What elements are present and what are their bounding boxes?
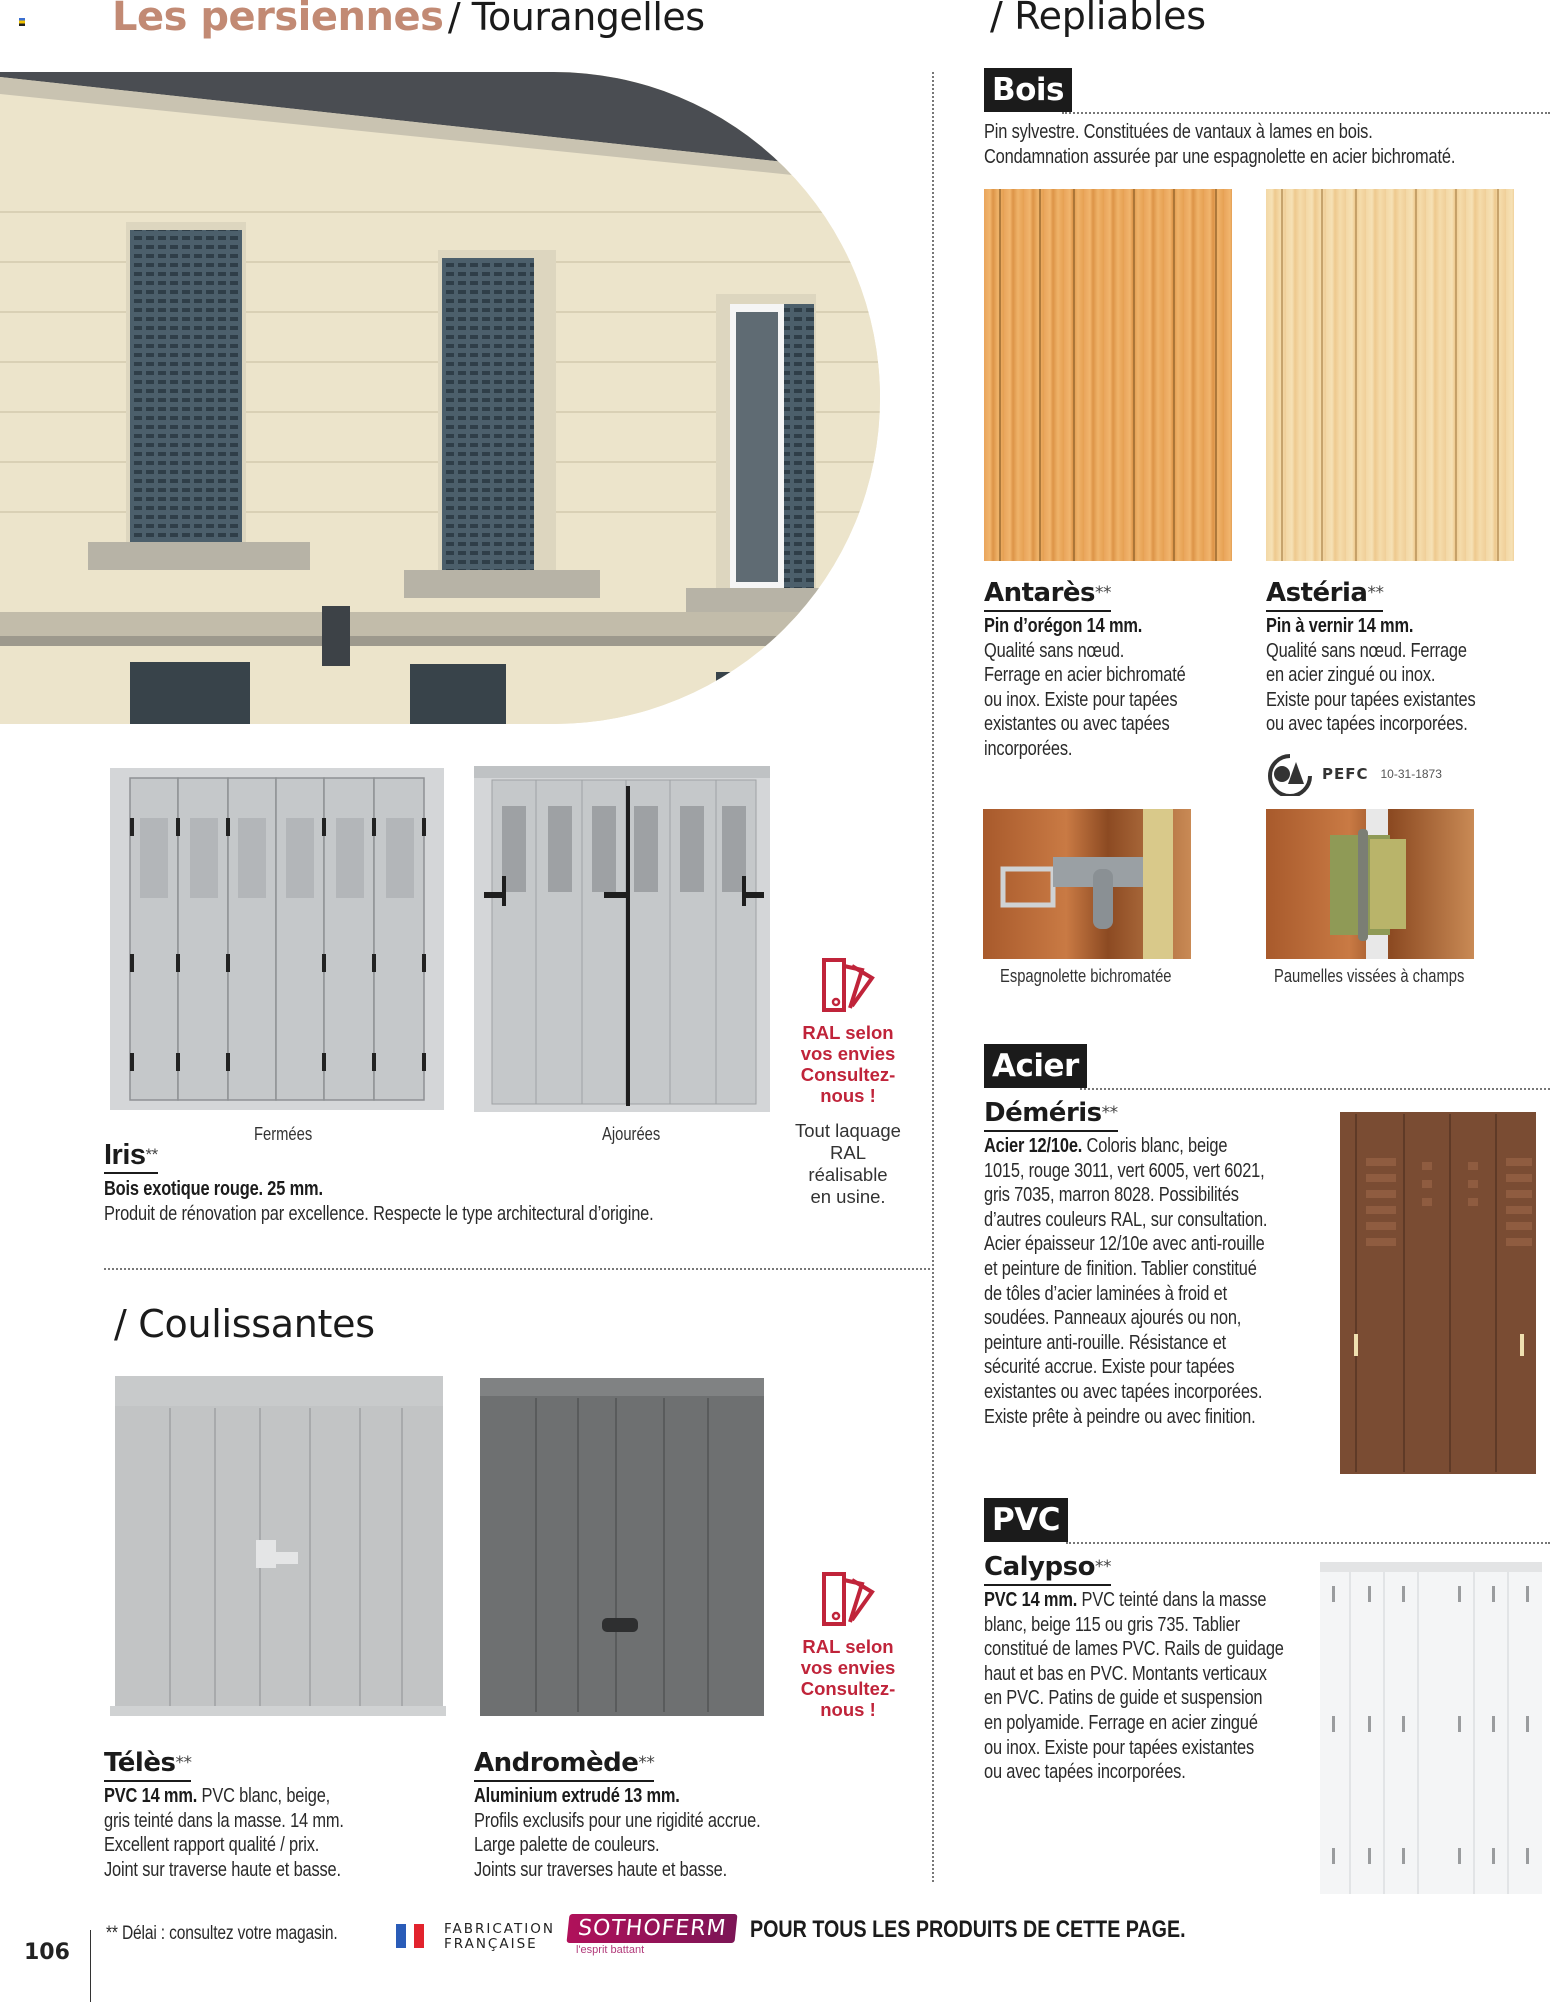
page-title-main: Les persiennes <box>112 0 444 40</box>
wood-shutter-illustration <box>984 189 1232 561</box>
product-demeris: Déméris** Acier 12/10e. Coloris blanc, beige 1015, rouge 3011, vert 6005, vert 6021, gris 7035, marron 8028. Possibilités d’autres couleurs RAL, sur consultation. Acier épaisseur 12/10e avec anti-rouille et peinture de finition. Tablier constitué de tôles d’acier laminées à froid et soudées. Panneaux ajourés ou non, peinture anti-rouille. Résistance et sécurité accrue. Existe pour tapées existantes ou avec tapées incorporées. Existe prête à peindre ou avec finition. <box>984 1098 1268 1428</box>
iris-open-image <box>474 766 770 1112</box>
sothoferm-logo: SOTHOFERM l'esprit battant <box>568 1914 736 1956</box>
category-divider <box>1062 112 1550 114</box>
wood-shutter-illustration <box>1266 189 1514 561</box>
product-name: Andromède** <box>474 1748 654 1782</box>
sliding-shutter-dark-illustration <box>478 1378 766 1722</box>
product-lead: Acier 12/10e. <box>984 1135 1083 1157</box>
antares-image <box>984 189 1232 561</box>
product-andromede: Andromède** Aluminium extrudé 13 mm. Profils exclusifs pour une rigidité accrue. Large palette de couleurs. Joints sur traverses haute et basse. <box>474 1748 761 1881</box>
color-fan-icon <box>818 1570 878 1630</box>
color-fan-icon <box>818 956 878 1016</box>
andromede-image <box>478 1378 766 1722</box>
product-name: Déméris** <box>984 1098 1118 1132</box>
pvc-folding-shutter-illustration <box>1320 1562 1542 1894</box>
product-antares: Antarès** Pin d’orégon 14 mm. Qualité sans nœud. Ferrage en acier bichromaté ou inox. Existe pour tapées existantes ou avec tapées incorporées. <box>984 578 1186 760</box>
facade-illustration <box>0 72 880 724</box>
product-lead: Pin à vernir 14 mm. <box>1266 615 1414 637</box>
sliding-shutter-light-illustration <box>110 1376 446 1720</box>
paumelles-image <box>1266 809 1474 959</box>
category-tag-acier: Acier <box>984 1044 1087 1088</box>
page-title <box>112 0 705 40</box>
iris-caption-closed: Fermées <box>254 1124 313 1144</box>
product-lead: PVC 14 mm. <box>104 1785 198 1807</box>
teles-image <box>110 1376 446 1720</box>
product-lead: Pin d’orégon 14 mm. <box>984 615 1143 637</box>
product-lead: Aluminium extrudé 13 mm. <box>474 1785 680 1807</box>
page-number: 106 <box>24 1940 70 1965</box>
demeris-image <box>1322 1108 1542 1478</box>
ral-callout-1: RAL selon vos envies Consultez- nous ! Tout laquage RAL réalisable en usine. <box>790 956 906 1208</box>
iris-closed-image <box>110 768 444 1110</box>
category-tag-pvc: PVC <box>984 1498 1068 1542</box>
product-iris <box>104 1140 744 1226</box>
page-title-sub: / Tourangelles <box>447 0 705 39</box>
fabrication-francaise-label: FABRICATION FRANÇAISE <box>444 1921 555 1952</box>
product-name: Calypso** <box>984 1552 1111 1586</box>
footer-divider <box>90 1930 91 2002</box>
french-flag-icon <box>396 1924 424 1948</box>
steel-folding-shutter-illustration <box>1322 1108 1542 1478</box>
pefc-tree-icon <box>1264 752 1316 796</box>
column-divider <box>932 72 934 1882</box>
category-divider <box>1080 1088 1550 1090</box>
iris-caption-open: Ajourées <box>602 1124 661 1144</box>
asteria-image <box>1266 189 1514 561</box>
pefc-logo: PEFC 10-31-1873 <box>1264 752 1442 796</box>
latch-hardware-illustration <box>983 809 1191 959</box>
ral-callout-2: RAL selon vos envies Consultez- nous ! <box>790 1570 906 1720</box>
category-tag-bois: Bois <box>984 68 1072 112</box>
section-divider <box>104 1268 934 1270</box>
product-name: Télès** <box>104 1748 191 1782</box>
product-name: Iris** <box>104 1140 158 1174</box>
product-description: Produit de rénovation par excellence. Respecte le type architectural d’origine. <box>104 1202 654 1225</box>
product-name: Antarès** <box>984 578 1111 612</box>
product-name: Astéria** <box>1266 578 1383 612</box>
hero-facade-image <box>0 72 880 724</box>
delay-note: ** Délai : consultez votre magasin. <box>106 1923 338 1944</box>
bois-intro: Pin sylvestre. Constituées de vantaux à lames en bois. Condamnation assurée par une espagnolette en acier bichromaté. <box>984 121 1456 168</box>
hinge-hardware-illustration <box>1266 809 1474 959</box>
product-lead: Bois exotique rouge. 25 mm. <box>104 1178 323 1200</box>
product-asteria: Astéria** Pin à vernir 14 mm. Qualité sans nœud. Ferrage en acier zingué ou inox. Existe pour tapées existantes ou avec tapées incorporées. <box>1266 578 1476 736</box>
section-title-coulissantes: / Coulissantes <box>114 1302 375 1346</box>
paumelles-caption: Paumelles vissées à champs <box>1274 966 1465 986</box>
espagnolette-caption: Espagnolette bichromatée <box>1000 966 1172 986</box>
section-title-repliables: / Repliables <box>990 0 1206 38</box>
print-marker <box>19 18 25 26</box>
calypso-image <box>1320 1562 1542 1894</box>
product-teles: Télès** PVC 14 mm. PVC blanc, beige, gris teinté dans la masse. 14 mm. Excellent rapport qualité / prix. Joint sur traverse haute et basse. <box>104 1748 344 1881</box>
product-calypso: Calypso** PVC 14 mm. PVC teinté dans la masse blanc, beige 115 ou gris 735. Tablier constitué de lames PVC. Rails de guidage haut et bas en PVC. Montants verticaux en PVC. Patins de guide et suspension en polyamide. Ferrage en acier zingué ou inox. Existe pour tapées existantes ou avec tapées incorporées. <box>984 1552 1284 1784</box>
folding-shutter-vented-illustration <box>474 766 770 1112</box>
product-lead: PVC 14 mm. <box>984 1589 1078 1611</box>
espagnolette-image <box>983 809 1191 959</box>
footer-claim: POUR TOUS LES PRODUITS DE CETTE PAGE. <box>750 1916 1186 1943</box>
category-divider <box>1066 1542 1550 1544</box>
folding-shutter-closed-illustration <box>110 768 444 1110</box>
